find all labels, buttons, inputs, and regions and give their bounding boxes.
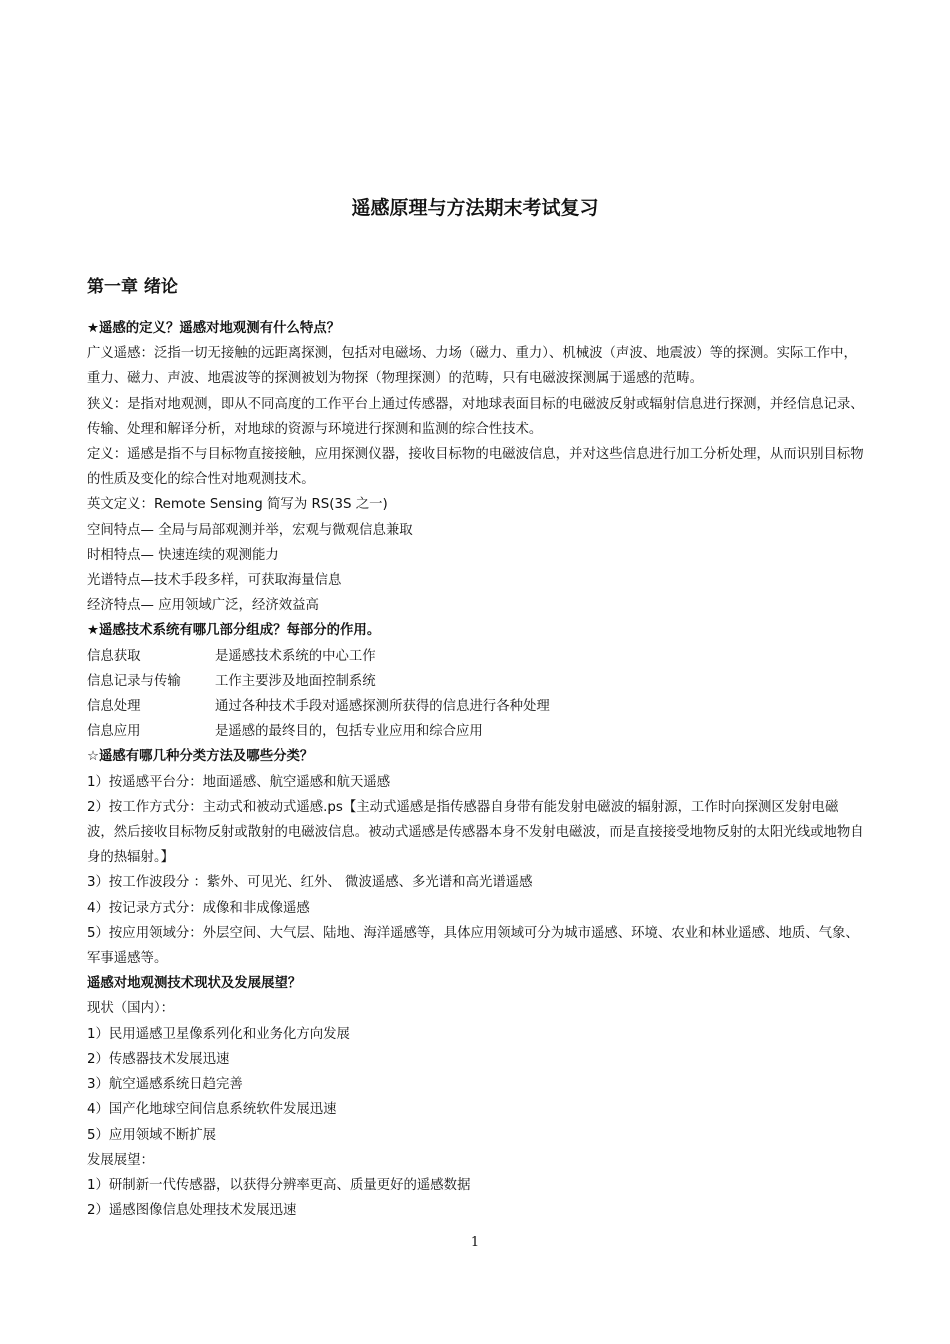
component-name: 信息应用	[87, 724, 141, 740]
list-item: 4）国产化地球空间信息系统软件发展迅速	[87, 1102, 337, 1118]
section-label: 发展展望：	[87, 1152, 154, 1168]
question-heading: ★遥感的定义？遥感对地观测有什么特点？	[87, 321, 341, 336]
system-component-row	[87, 719, 865, 744]
component-role: 是遥感技术系统的中心工作	[215, 648, 376, 664]
list-item: 3）航空遥感系统日趋完善	[87, 1077, 243, 1093]
document-title: 遥感原理与方法期末考试复习	[351, 197, 599, 219]
component-name: 信息获取	[87, 648, 141, 664]
list-item: 5）按应用领域分：外层空间、大气层、陆地、海洋遥感等，具体应用领域可分为城市遥感、环境、农业和林业遥感、地质、气象、军事遥感等。	[87, 925, 859, 967]
component-role: 工作主要涉及地面控制系统	[215, 673, 376, 689]
question-heading: 遥感对地观测技术现状及发展展望？	[87, 976, 302, 992]
list-item: 2）传感器技术发展迅速	[87, 1051, 230, 1067]
paragraph-definition: 定义：遥感是指不与目标物直接接触，应用探测仪器，接收目标物的电磁波信息，并对这些信息进行加工分析处理，从而识别目标物的性质及变化的综合性对地观测技术。	[87, 447, 864, 488]
paragraph-english-definition: 英文定义：Remote Sensing 简写为 RS(3S 之一)	[87, 497, 388, 513]
component-role: 是遥感的最终目的，包括专业应用和综合应用	[215, 724, 483, 740]
list-item: 5）应用领域不断扩展	[87, 1127, 217, 1143]
paragraph-narrow-definition: 狭义：是指对地观测，即从不同高度的工作平台上通过传感器，对地球表面目标的电磁波反射或辐射信息进行探测，并经信息记录、传输、处理和解译分析，对地球的资源与环境进行探测和监测的综合性技术。	[87, 396, 864, 437]
component-name: 信息处理	[87, 699, 141, 715]
list-item: 2）遥感图像信息处理技术发展迅速	[87, 1203, 297, 1219]
system-component-row	[87, 694, 865, 719]
component-name: 信息记录与传输	[87, 673, 181, 689]
list-item: 1）研制新一代传感器，以获得分辨率更高、质量更好的遥感数据	[87, 1177, 471, 1193]
feature-temporal: 时相特点— 快速连续的观测能力	[87, 547, 279, 563]
feature-spatial: 空间特点— 全局与局部观测并举，宏观与微观信息兼取	[87, 522, 413, 538]
system-component-row	[87, 669, 865, 694]
question-heading: ☆遥感有哪几种分类方法及哪些分类？	[87, 749, 314, 765]
list-item: 1）民用遥感卫星像系列化和业务化方向发展	[87, 1026, 350, 1042]
component-role: 通过各种技术手段对遥感探测所获得的信息进行各种处理	[215, 699, 550, 715]
feature-economic: 经济特点— 应用领域广泛，经济效益高	[87, 598, 319, 614]
list-item: 2）按工作方式分：主动式和被动式遥感.ps【主动式遥感是指传感器自身带有能发射电磁波的辐射源，工作时向探测区发射电磁波，然后接收目标物反射或散射的电磁波信息。被动式遥感是传感器本身不发射电磁波，而是直接接受地物反射的太阳光线或地物自身的热辐射。】	[87, 799, 864, 866]
list-item: 4）按记录方式分：成像和非成像遥感	[87, 900, 310, 916]
paragraph-broad-definition: 广义遥感：泛指一切无接触的远距离探测，包括对电磁场、力场（磁力、重力）、机械波（声波、地震波）等的探测。实际工作中，重力、磁力、声波、地震波等的探测被划为物探（物理探测）的范畴，只有电磁波探测属于遥感的范畴。	[87, 346, 857, 387]
document-body	[87, 316, 865, 1223]
list-item: 3）按工作波段分 ：紫外、可见光、红外、 微波遥感、多光谱和高光谱遥感	[87, 875, 533, 891]
question-heading: ★遥感技术系统有哪几部分组成？每部分的作用。	[87, 623, 381, 639]
section-label: 现状（国内）：	[87, 1001, 175, 1017]
system-component-row	[87, 644, 865, 669]
chapter-heading: 第一章 绪论	[87, 277, 178, 297]
page-number: 1	[470, 1235, 480, 1250]
list-item: 1）按遥感平台分：地面遥感、航空遥感和航天遥感	[87, 774, 391, 790]
feature-spectral: 光谱特点—技术手段多样，可获取海量信息	[87, 573, 342, 589]
